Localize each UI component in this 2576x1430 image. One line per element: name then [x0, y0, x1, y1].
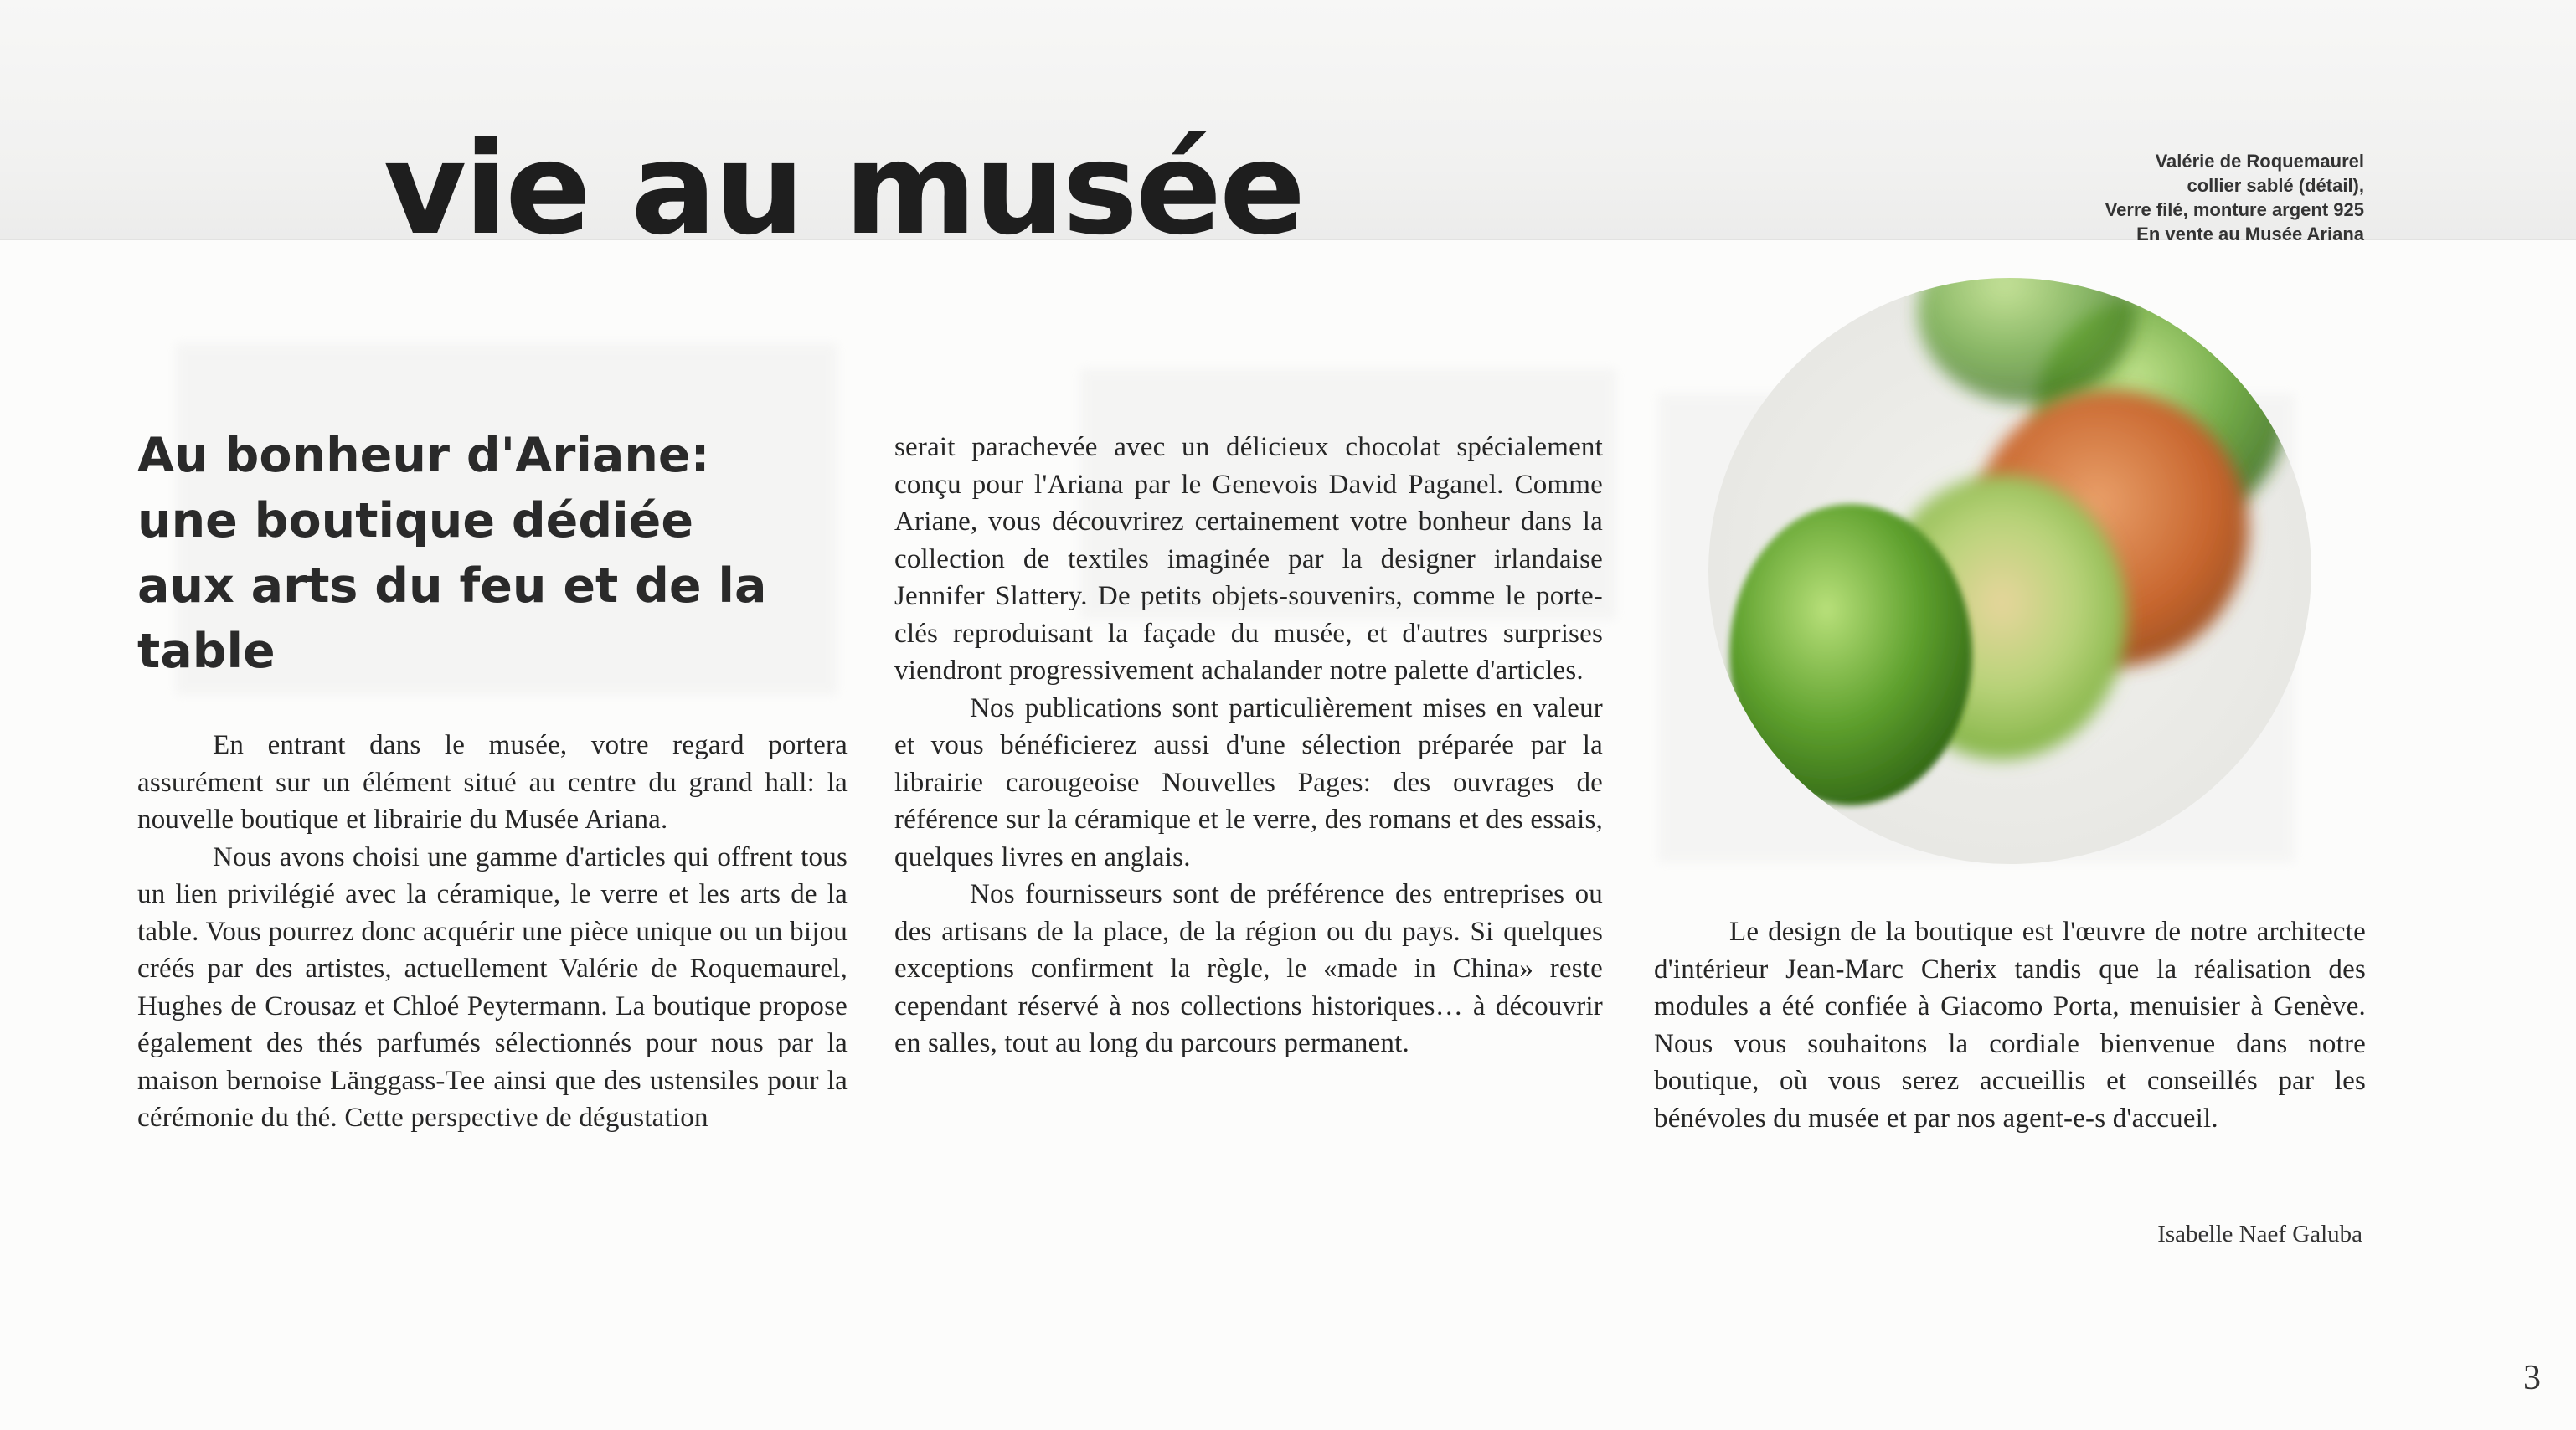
paragraph: En entrant dans le musée, votre regard portera assurément sur un élément situé au centre du grand hall: la nouvelle boutique et librairie du Musée Ariana.	[137, 730, 848, 835]
caption-line: Verre filé, monture argent 925	[2105, 199, 2364, 220]
caption-line: En vente au Musée Ariana	[2136, 224, 2364, 244]
author-signature: Isabelle Naef Galuba	[2157, 1221, 2362, 1247]
paragraph: Nous avons choisi une gamme d'articles qui offrent tous un lien privilégié avec la céramique, le verre et les arts de la table. Vous pourrez donc acquérir une pièce unique ou un bijou créés par des artistes, actuellement Valérie de Roquemaurel, Hughes de Crousaz et Chloé Peytermann. La boutique propose également des thés parfumés sélectionnés pour nous par la maison bernoise Länggass-Tee ainsi que des ustensiles pour la cérémonie du thé. Cette perspective de dégustation	[137, 841, 848, 1133]
article-column-1	[137, 727, 848, 1137]
photo-caption	[2105, 149, 2364, 246]
page-number: 3	[2523, 1359, 2541, 1397]
bead-front-green	[1729, 504, 1972, 805]
bead-necklace-photo	[1708, 278, 2311, 864]
article-column-3	[1654, 913, 2366, 1137]
caption-line: collier sablé (détail),	[2187, 175, 2364, 196]
paragraph: Le design de la boutique est l'œuvre de notre architecte d'intérieur Jean-Marc Cherix tandis que la réalisation des modules a été confiée à Giacomo Porta, menuisier à Genève. Nous vous souhaitons la cordiale bienvenue dans notre boutique, où vous serez accueillis et conseillés par les bénévoles du musée et par nos agent-e-s d'accueil.	[1654, 917, 2366, 1134]
paragraph: Nos fournisseurs sont de préférence des entreprises ou des artisans de la place, de la région ou du pays. Si quelques exceptions confirment la règle, le «made in China» reste cependant réservé à nos collections historiques… à découvrir en salles, tout au long du parcours permanent.	[894, 879, 1603, 1058]
section-title: vie au musée	[384, 115, 1304, 263]
paragraph: Nos publications sont particulièrement mises en valeur et vous bénéficierez aussi d'une sélection préparée par la librairie carougeoise Nouvelles Pages: des ouvrages de référence sur la céramique et le verre, des romans et des essais, quelques livres en anglais.	[894, 692, 1603, 872]
caption-line: Valérie de Roquemaurel	[2155, 151, 2364, 172]
article-column-2	[894, 429, 1603, 1062]
paragraph: serait parachevée avec un délicieux chocolat spécialement conçu pour l'Ariana par le Genevois David Paganel. Comme Ariane, vous découvrirez certainement votre bonheur dans la collection de textiles imaginée par la designer irlandaise Jennifer Slattery. De petits objets-souvenirs, comme le porte-clés reproduisant la façade du musée, et d'autres surprises viendront progressivement achalander notre palette d'articles.	[894, 432, 1603, 686]
article-headline: Au bonheur d'Ariane: une boutique dédiée aux arts du feu et de la table	[137, 428, 767, 679]
